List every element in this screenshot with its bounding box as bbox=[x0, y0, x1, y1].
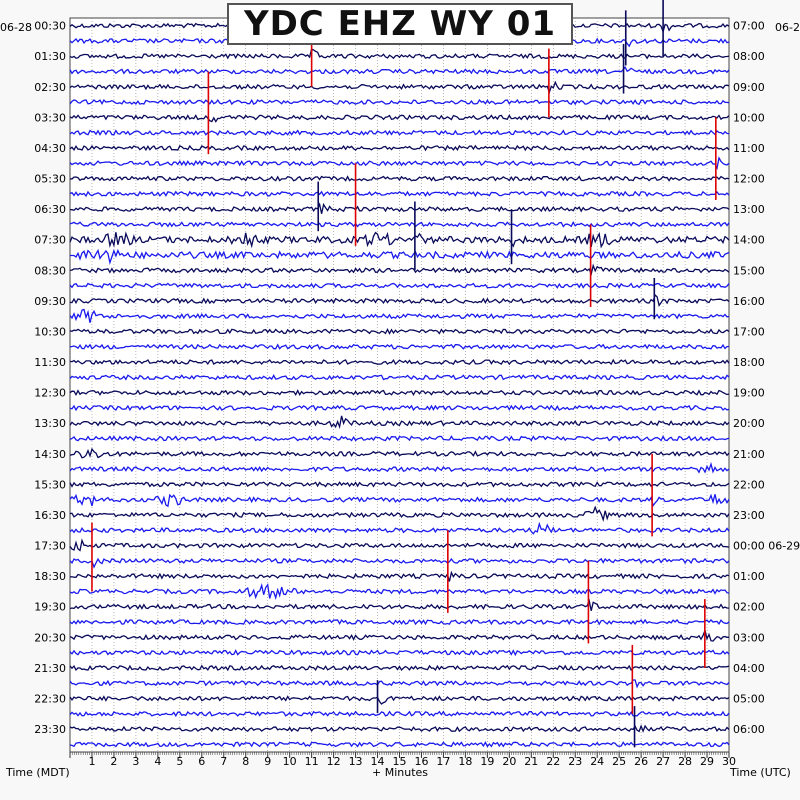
x-tick-label: 5 bbox=[176, 755, 184, 768]
right-time-label: 04:00 bbox=[733, 661, 765, 675]
right-time-label: 22:00 bbox=[733, 478, 765, 492]
left-time-label: 05:30 bbox=[34, 172, 66, 186]
x-tick-label: 24 bbox=[590, 755, 605, 768]
left-time-label: 00:30 bbox=[34, 19, 66, 33]
x-tick-label: 30 bbox=[722, 755, 736, 768]
right-time-label: 02:00 bbox=[733, 600, 765, 614]
left-time-label: 17:30 bbox=[34, 539, 66, 553]
right-time-label: 00:00 06-29 bbox=[733, 539, 800, 553]
right-time-label: 01:00 bbox=[733, 570, 765, 584]
x-tick-label: 22 bbox=[546, 755, 561, 768]
left-time-label: 09:30 bbox=[34, 294, 66, 308]
left-time-label: 08:30 bbox=[34, 264, 66, 278]
left-time-label: 06:30 bbox=[34, 203, 66, 217]
x-tick-label: 10 bbox=[282, 755, 297, 768]
right-time-label: 08:00 bbox=[733, 50, 765, 64]
right-time-label: 12:00 bbox=[733, 172, 765, 186]
left-time-label: 04:30 bbox=[34, 141, 66, 155]
right-time-label: 15:00 bbox=[733, 264, 765, 278]
x-tick-label: 29 bbox=[700, 755, 715, 768]
left-time-label: 16:30 bbox=[34, 508, 66, 522]
right-time-label: 07:00 bbox=[733, 19, 765, 33]
right-time-label: 10:00 bbox=[733, 111, 765, 125]
left-time-label: 20:30 bbox=[34, 631, 66, 645]
x-tick-label: 15 bbox=[392, 755, 407, 768]
start-date-left: 06-28 bbox=[0, 21, 32, 34]
chart-title: YDC EHZ WY 01 bbox=[243, 4, 557, 44]
left-time-label: 21:30 bbox=[34, 661, 66, 675]
right-time-label: 17:00 bbox=[733, 325, 765, 339]
x-tick-label: 9 bbox=[264, 755, 272, 768]
right-time-label: 09:00 bbox=[733, 80, 765, 94]
left-time-label: 11:30 bbox=[34, 356, 66, 370]
x-tick-label: 7 bbox=[220, 755, 228, 768]
title-box bbox=[227, 3, 573, 45]
left-time-label: 19:30 bbox=[34, 600, 66, 614]
right-time-label: 19:00 bbox=[733, 386, 765, 400]
x-tick-label: 27 bbox=[656, 755, 671, 768]
left-time-label: 14:30 bbox=[34, 447, 66, 461]
x-tick-label: 8 bbox=[242, 755, 250, 768]
x-tick-label: 11 bbox=[304, 755, 319, 768]
x-tick-label: 6 bbox=[198, 755, 206, 768]
right-time-label: 11:00 bbox=[733, 141, 765, 155]
right-time-label: 03:00 bbox=[733, 631, 765, 645]
x-tick-label: 2 bbox=[110, 755, 118, 768]
left-time-label: 15:30 bbox=[34, 478, 66, 492]
x-tick-label: 1 bbox=[88, 755, 96, 768]
right-time-label: 14:00 bbox=[733, 233, 765, 247]
left-time-label: 18:30 bbox=[34, 570, 66, 584]
right-time-label: 23:00 bbox=[733, 508, 765, 522]
right-time-label: 20:00 bbox=[733, 417, 765, 431]
left-time-label: 02:30 bbox=[34, 80, 66, 94]
x-tick-label: 13 bbox=[348, 755, 363, 768]
x-tick-label: 3 bbox=[132, 755, 140, 768]
left-axis-label: Time (MDT) bbox=[6, 766, 70, 779]
x-tick-label: 26 bbox=[634, 755, 649, 768]
left-time-label: 22:30 bbox=[34, 692, 66, 706]
left-time-label: 01:30 bbox=[34, 50, 66, 64]
x-tick-label: 14 bbox=[370, 755, 385, 768]
x-tick-label: 20 bbox=[502, 755, 517, 768]
left-time-label: 12:30 bbox=[34, 386, 66, 400]
x-tick-label: 19 bbox=[480, 755, 495, 768]
x-tick-label: 4 bbox=[154, 755, 162, 768]
x-tick-label: 12 bbox=[326, 755, 341, 768]
right-time-label: 16:00 bbox=[733, 294, 765, 308]
x-tick-label: 16 bbox=[414, 755, 429, 768]
right-time-label: 18:00 bbox=[733, 356, 765, 370]
left-time-label: 23:30 bbox=[34, 723, 66, 737]
x-tick-label: 17 bbox=[436, 755, 451, 768]
right-time-label: 13:00 bbox=[733, 203, 765, 217]
x-tick-label: 25 bbox=[612, 755, 627, 768]
left-time-label: 10:30 bbox=[34, 325, 66, 339]
right-time-label: 05:00 bbox=[733, 692, 765, 706]
left-time-label: 13:30 bbox=[34, 417, 66, 431]
right-time-label: 06:00 bbox=[733, 723, 765, 737]
x-axis-label: + Minutes bbox=[372, 766, 429, 779]
x-tick-label: 23 bbox=[568, 755, 583, 768]
right-time-label: 21:00 bbox=[733, 447, 765, 461]
left-time-label: 03:30 bbox=[34, 111, 66, 125]
x-tick-label: 28 bbox=[678, 755, 693, 768]
left-time-label: 07:30 bbox=[34, 233, 66, 247]
x-tick-label: 18 bbox=[458, 755, 473, 768]
right-axis-label: Time (UTC) bbox=[730, 766, 791, 779]
x-tick-label: 21 bbox=[524, 755, 539, 768]
start-date-right: 06-2 bbox=[775, 21, 800, 34]
